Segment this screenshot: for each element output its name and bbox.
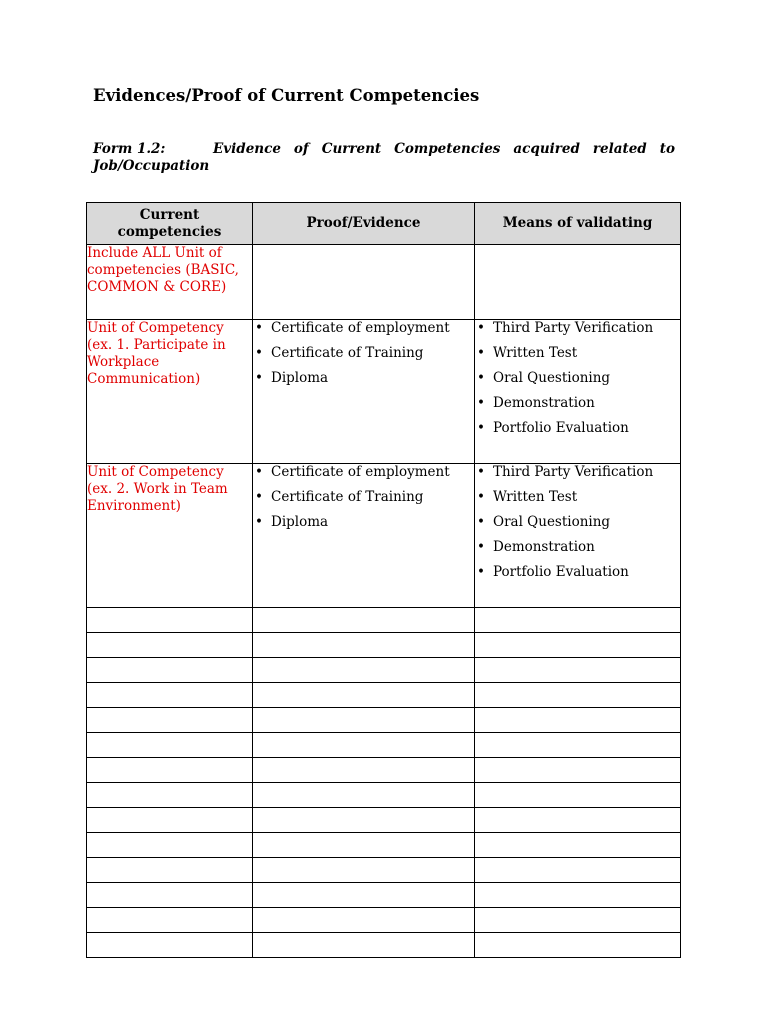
blank-cell[interactable]: [253, 683, 475, 708]
blank-cell[interactable]: [87, 733, 253, 758]
list-item: • Portfolio Evaluation: [475, 420, 680, 437]
list-item: • Written Test: [475, 345, 680, 362]
list-item: • Certificate of Training: [253, 345, 474, 362]
list-item: • Oral Questioning: [475, 370, 680, 387]
blank-row: [87, 883, 681, 908]
blank-cell[interactable]: [253, 783, 475, 808]
blank-cell[interactable]: [87, 633, 253, 658]
competency-cell: Unit of Competency (ex. 1. Participate in Workplace Communication): [87, 320, 253, 464]
blank-cell[interactable]: [475, 633, 681, 658]
blank-cell[interactable]: [253, 908, 475, 933]
blank-row: [87, 708, 681, 733]
blank-cell[interactable]: [475, 758, 681, 783]
form-label: Form 1.2:: [93, 141, 166, 157]
blank-cell[interactable]: [87, 908, 253, 933]
competency-cell: Include ALL Unit of competencies (BASIC, COMMON & CORE): [87, 245, 253, 320]
means-cell: [475, 320, 681, 464]
proof-cell[interactable]: [253, 245, 475, 320]
list-item: • Demonstration: [475, 539, 680, 556]
blank-cell[interactable]: [253, 608, 475, 633]
blank-cell[interactable]: [87, 608, 253, 633]
blank-row: [87, 608, 681, 633]
blank-cell[interactable]: [87, 783, 253, 808]
blank-cell[interactable]: [253, 708, 475, 733]
blank-cell[interactable]: [87, 683, 253, 708]
blank-cell[interactable]: [253, 658, 475, 683]
means-list: [475, 320, 680, 437]
blank-row: [87, 808, 681, 833]
blank-cell[interactable]: [87, 933, 253, 958]
list-item: • Written Test: [475, 489, 680, 506]
list-item: • Third Party Verification: [475, 464, 680, 481]
list-item: • Certificate of Training: [253, 489, 474, 506]
blank-cell[interactable]: [253, 833, 475, 858]
blank-row: [87, 733, 681, 758]
list-item: • Oral Questioning: [475, 514, 680, 531]
blank-row: [87, 783, 681, 808]
blank-cell[interactable]: [475, 808, 681, 833]
blank-cell[interactable]: [253, 733, 475, 758]
blank-cell[interactable]: [475, 833, 681, 858]
blank-row: [87, 683, 681, 708]
blank-cell[interactable]: [253, 883, 475, 908]
list-item: • Diploma: [253, 514, 474, 531]
list-item: • Certificate of employment: [253, 320, 474, 337]
page-title: Evidences/Proof of Current Competencies: [93, 86, 480, 105]
table-row: [87, 320, 681, 464]
means-cell: [475, 464, 681, 608]
list-item: • Portfolio Evaluation: [475, 564, 680, 581]
blank-row: [87, 658, 681, 683]
blank-cell[interactable]: [475, 733, 681, 758]
blank-cell[interactable]: [87, 858, 253, 883]
means-list: [475, 464, 680, 581]
blank-row: [87, 633, 681, 658]
header-current-competencies: Current competencies: [87, 203, 253, 245]
blank-cell[interactable]: [475, 858, 681, 883]
table-header-row: [87, 203, 681, 245]
blank-cell[interactable]: [475, 708, 681, 733]
blank-cell[interactable]: [253, 933, 475, 958]
blank-row: [87, 758, 681, 783]
blank-cell[interactable]: [253, 758, 475, 783]
blank-row: [87, 858, 681, 883]
blank-cell[interactable]: [87, 808, 253, 833]
means-cell[interactable]: [475, 245, 681, 320]
blank-cell[interactable]: [475, 933, 681, 958]
blank-row: [87, 908, 681, 933]
blank-cell[interactable]: [253, 808, 475, 833]
header-proof-evidence: Proof/Evidence: [253, 203, 475, 245]
blank-cell[interactable]: [475, 658, 681, 683]
blank-row: [87, 933, 681, 958]
blank-cell[interactable]: [253, 858, 475, 883]
blank-cell[interactable]: [87, 758, 253, 783]
blank-cell[interactable]: [87, 708, 253, 733]
blank-cell[interactable]: [253, 633, 475, 658]
evidence-table: [86, 202, 681, 958]
blank-cell[interactable]: [475, 783, 681, 808]
list-item: • Third Party Verification: [475, 320, 680, 337]
proof-list: [253, 320, 474, 387]
form-description: Evidence of Current Competencies acquired related to Job/Occupation: [93, 141, 675, 174]
table-row: [87, 464, 681, 608]
header-means-of-validating: Means of validating: [475, 203, 681, 245]
blank-cell[interactable]: [475, 608, 681, 633]
blank-cell[interactable]: [475, 683, 681, 708]
blank-cell[interactable]: [87, 833, 253, 858]
blank-cell[interactable]: [87, 883, 253, 908]
list-item: • Demonstration: [475, 395, 680, 412]
list-item: • Certificate of employment: [253, 464, 474, 481]
blank-cell[interactable]: [87, 658, 253, 683]
competency-cell: Unit of Competency (ex. 2. Work in Team Environment): [87, 464, 253, 608]
form-caption: [93, 141, 675, 175]
blank-cell[interactable]: [475, 908, 681, 933]
proof-cell: [253, 320, 475, 464]
proof-list: [253, 464, 474, 531]
blank-row: [87, 833, 681, 858]
table-row-intro: [87, 245, 681, 320]
list-item: • Diploma: [253, 370, 474, 387]
proof-cell: [253, 464, 475, 608]
blank-cell[interactable]: [475, 883, 681, 908]
